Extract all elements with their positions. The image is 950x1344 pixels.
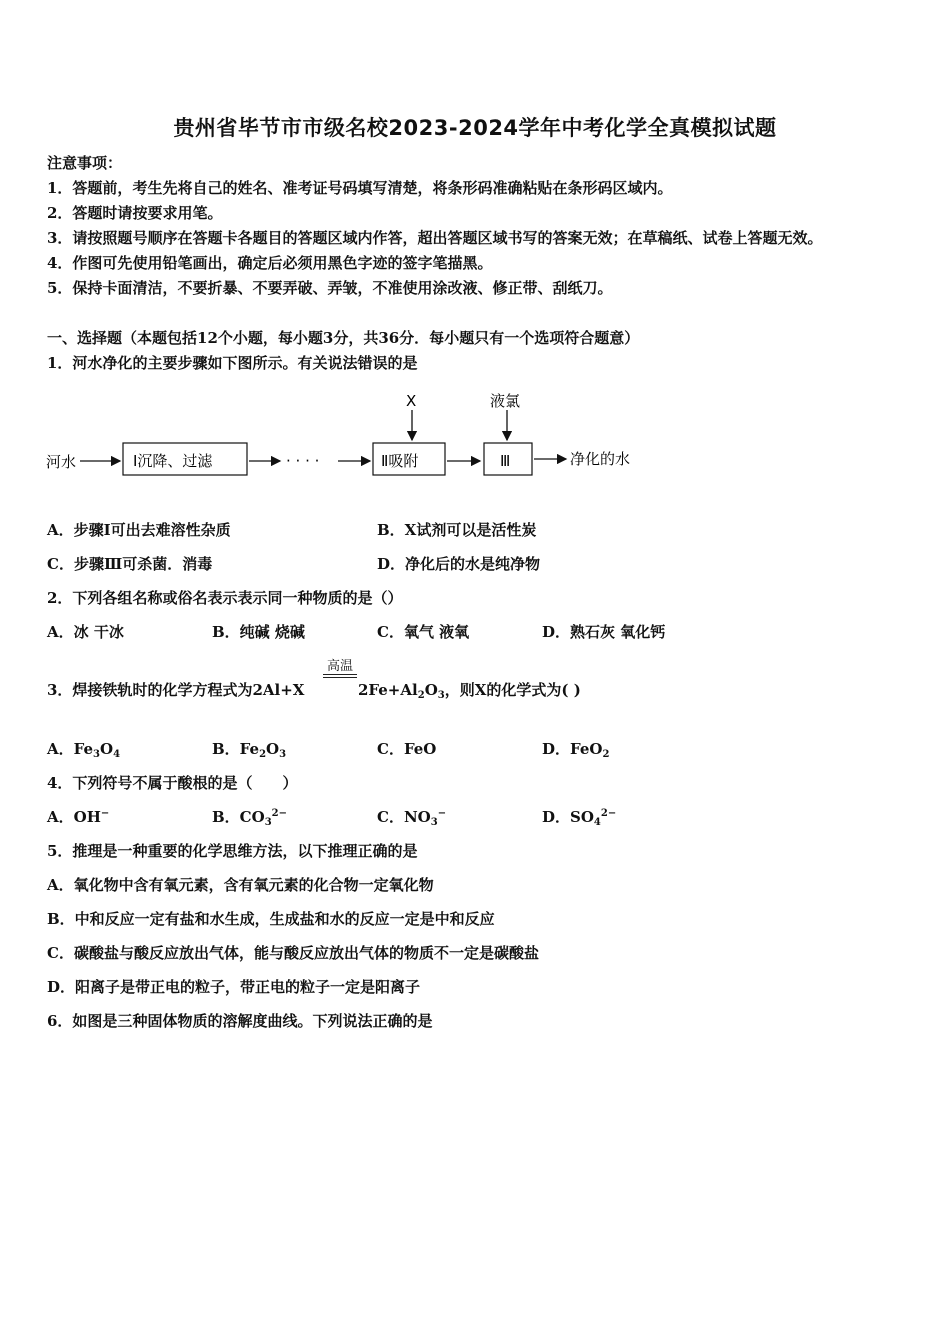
option-label: A．Fe — [47, 740, 94, 758]
q2-option-b: B．纯碱 烧碱 — [212, 623, 305, 641]
option-label: C．NO — [377, 808, 431, 826]
diagram-output-label: 净化的水 — [570, 450, 631, 468]
condition-label: 高温 — [326, 659, 353, 674]
subscript: 3 — [93, 749, 100, 760]
q5-option-c: C．碳酸盐与酸反应放出气体，能与酸反应放出气体的物质不一定是碳酸盐 — [47, 944, 539, 962]
equation-text: O — [424, 681, 438, 699]
notes-heading: 注意事项： — [47, 154, 123, 172]
diagram-dots: · · · · — [286, 452, 320, 470]
reagent-chlorine-label: 液氯 — [490, 392, 521, 410]
q5-option-a: A．氧化物中含有氧元素，含有氧元素的化合物一定氧化物 — [47, 876, 434, 894]
superscript: − — [100, 808, 110, 819]
section-heading: 一、选择题（本题包括12个小题，每小题3分，共36分．每小题只有一个选项符合题意） — [47, 329, 640, 347]
superscript: − — [437, 808, 447, 819]
note-item: 4．作图可先使用铅笔画出，确定后必须用黑色字迹的签字笔描黑。 — [47, 254, 493, 272]
question-3-stem-part2 — [358, 679, 581, 701]
q3-option-d — [542, 738, 609, 760]
subscript: 2 — [417, 690, 425, 701]
option-label: D．SO — [542, 808, 594, 826]
subscript: 2 — [602, 749, 610, 760]
equation-text: ，则X的化学式为( ) — [444, 681, 581, 699]
question-3-stem-part1: 3．焊接铁轨时的化学方程式为2Al+X — [47, 681, 305, 699]
question-1-stem: 1．河水净化的主要步骤如下图所示。有关说法错误的是 — [47, 354, 418, 372]
q3-option-a — [47, 738, 120, 760]
equation-text: 2Fe+Al — [358, 681, 418, 699]
note-item: 3．请按照题号顺序在答题卡各题目的答题区域内作答，超出答题区域书写的答案无效；在草稿纸、试卷上答题无效。 — [47, 229, 823, 247]
reaction-condition — [323, 655, 357, 678]
subscript: 4 — [593, 817, 601, 828]
superscript: 2− — [271, 808, 287, 819]
q4-option-d — [542, 806, 616, 828]
subscript: 3 — [430, 817, 438, 828]
subscript: 3 — [264, 817, 272, 828]
option-label: C．FeO — [377, 740, 437, 758]
page-title: 贵州省毕节市市级名校2023-2024学年中考化学全真模拟试题 — [173, 116, 777, 140]
q1-option-b: B．X试剂可以是活性炭 — [377, 521, 537, 539]
q3-option-c — [377, 738, 436, 759]
water-purification-diagram — [40, 386, 660, 486]
question-4-stem: 4．下列符号不属于酸根的是（ ） — [47, 774, 298, 792]
step1-label: Ⅰ沉降、过滤 — [133, 452, 213, 470]
q3-option-b — [212, 738, 286, 760]
subscript: 3 — [437, 690, 445, 701]
option-label: B．CO — [212, 808, 265, 826]
option-label: O — [266, 740, 280, 758]
superscript: 2− — [600, 808, 617, 819]
subscript: 4 — [113, 749, 121, 760]
q4-option-c — [377, 806, 446, 828]
q2-option-a: A．冰 干冰 — [47, 623, 124, 641]
subscript: 2 — [259, 749, 267, 760]
option-label: O — [99, 740, 114, 758]
reagent-x-label: X — [406, 392, 417, 410]
q1-option-a: A．步骤Ⅰ可出去难溶性杂质 — [47, 521, 231, 539]
question-6-stem: 6．如图是三种固体物质的溶解度曲线。下列说法正确的是 — [47, 1012, 433, 1030]
option-label: A．OH — [47, 808, 101, 826]
step3-label: Ⅲ — [500, 452, 511, 470]
q5-option-b: B．中和反应一定有盐和水生成，生成盐和水的反应一定是中和反应 — [47, 910, 495, 928]
q2-option-c: C．氧气 液氧 — [377, 623, 470, 641]
q2-option-d: D．熟石灰 氧化钙 — [542, 623, 666, 641]
q4-option-b — [212, 806, 287, 828]
q4-option-a — [47, 806, 109, 827]
option-label: B．Fe — [212, 740, 260, 758]
question-2-stem: 2．下列各组名称或俗名表示表示同一种物质的是（） — [47, 589, 403, 607]
note-item: 2．答题时请按要求用笔。 — [47, 204, 223, 222]
q5-option-d: D．阳离子是带正电的粒子，带正电的粒子一定是阳离子 — [47, 978, 421, 996]
note-item: 1．答题前，考生先将自己的姓名、准考证号码填写清楚，将条形码准确粘贴在条形码区域内。 — [47, 179, 673, 197]
q1-option-d: D．净化后的水是纯净物 — [377, 555, 541, 573]
equals-sign — [323, 674, 357, 678]
diagram-input-label: 河水 — [46, 453, 77, 471]
note-item: 5．保持卡面清洁，不要折暴、不要弄破、弄皱，不准使用涂改液、修正带、刮纸刀。 — [47, 279, 613, 297]
step2-label: Ⅱ吸附 — [381, 452, 419, 470]
option-label: D．FeO — [542, 740, 603, 758]
question-5-stem: 5．推理是一种重要的化学思维方法，以下推理正确的是 — [47, 842, 418, 860]
q1-option-c: C．步骤Ⅲ可杀菌．消毒 — [47, 555, 213, 573]
subscript: 3 — [279, 749, 287, 760]
